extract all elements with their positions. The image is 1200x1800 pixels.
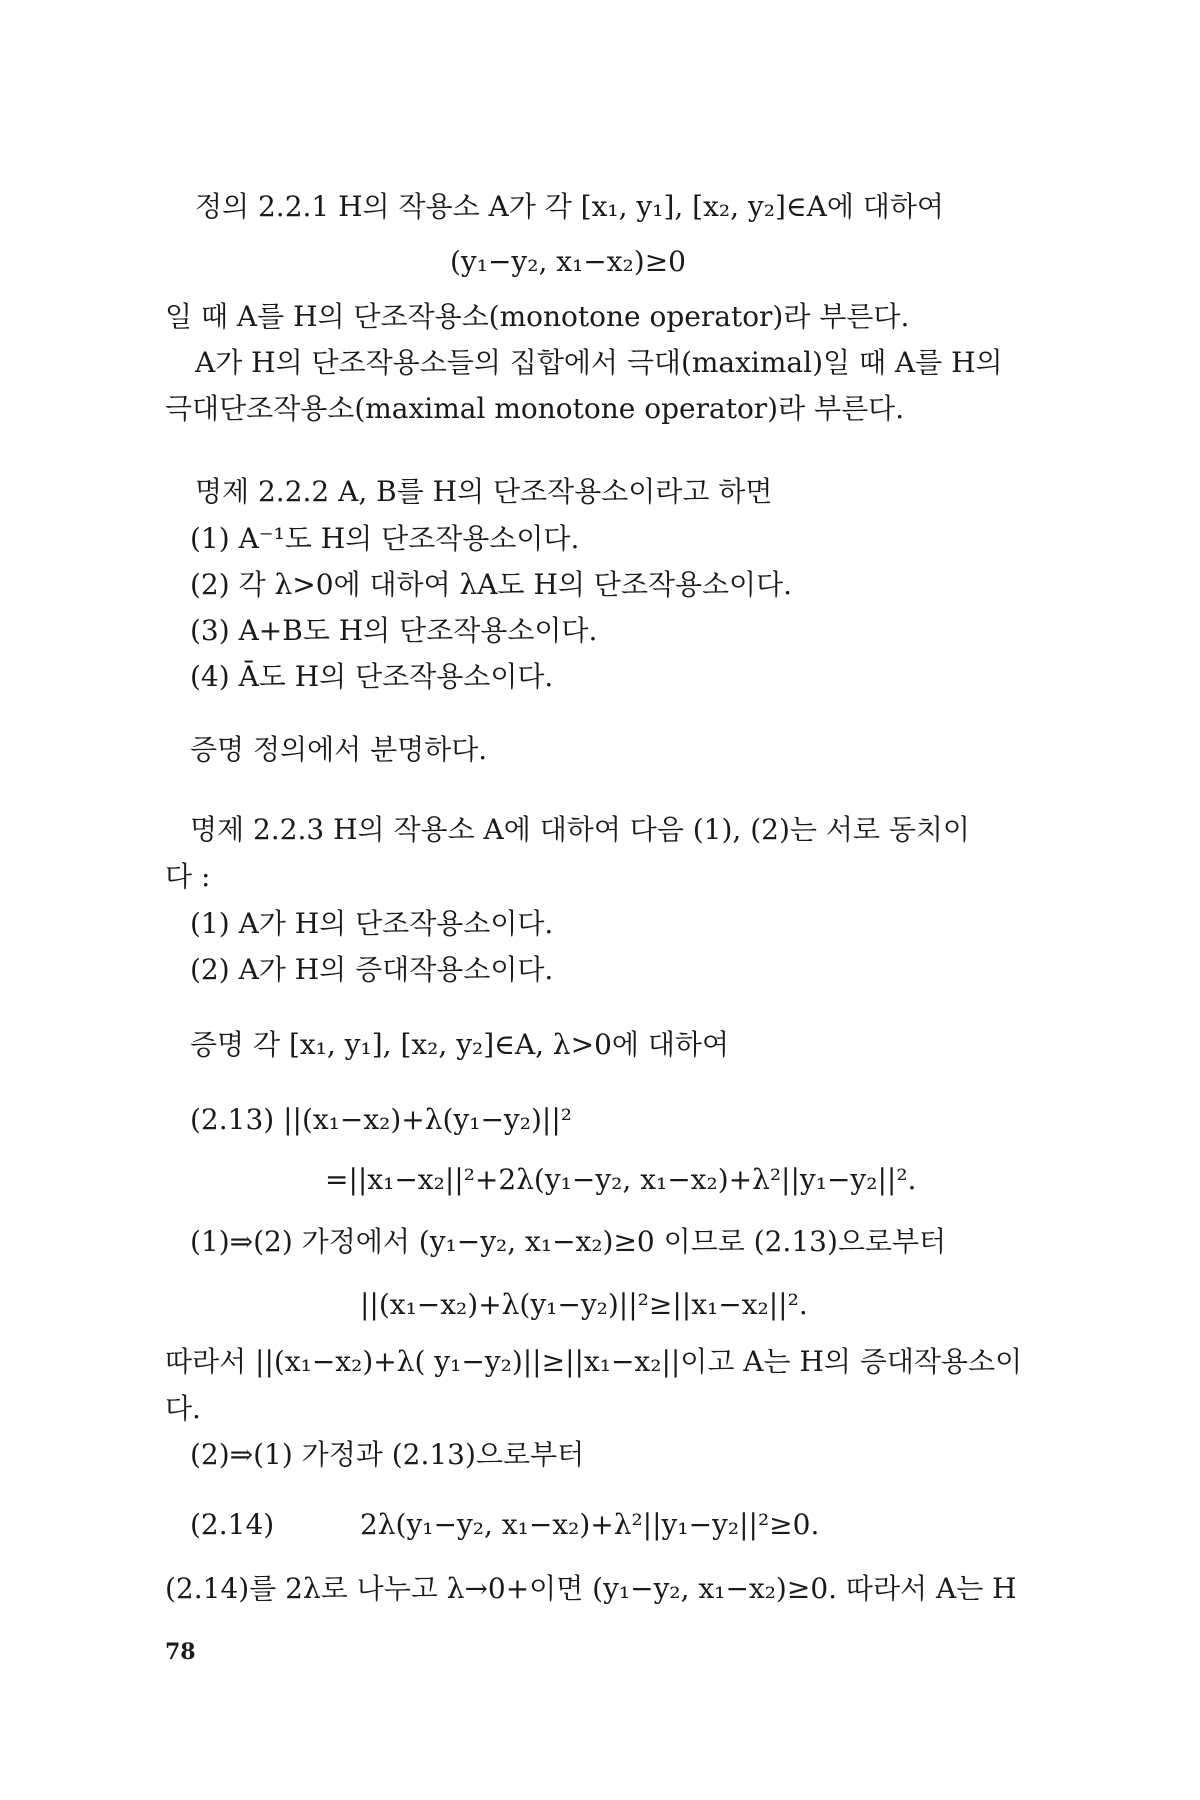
proof-conclusion-line1: 따라서 ||(x₁−x₂)+λ( y₁−y₂)||≥||x₁−x₂||이고 A는 H의 증대작용소이 — [165, 1345, 1023, 1378]
proposition-2-2-3-item2: (2) A가 H의 증대작용소이다. — [190, 953, 554, 986]
definition-formula: (y₁−y₂, x₁−x₂)≥0 — [450, 245, 686, 278]
proposition-2-2-2-heading: 명제 2.2.2 A, B를 H의 단조작용소이라고 하면 — [195, 475, 773, 508]
proof-conclusion-line2: 다. — [165, 1392, 201, 1425]
proposition-2-2-3-heading-line2: 다 : — [165, 860, 211, 893]
proof-step-2: (2)⇒(1) 가정과 (2.13)으로부터 — [190, 1438, 585, 1471]
definition-2-2-1-line1: 정의 2.2.1 H의 작용소 A가 각 [x₁, y₁], [x₂, y₂]∈A에 대하여 — [195, 190, 944, 223]
proof-step-1-equation: ||(x₁−x₂)+λ(y₁−y₂)||²≥||x₁−x₂||². — [360, 1288, 808, 1321]
proposition-2-2-2-item2: (2) 각 λ>0에 대하여 λA도 H의 단조작용소이다. — [190, 568, 793, 601]
proposition-2-2-2-item4: (4) Ā도 H의 단조작용소이다. — [190, 660, 554, 693]
proposition-2-2-2-proof: 증명 정의에서 분명하다. — [190, 733, 488, 766]
equation-2-13-line2: =||x₁−x₂||²+2λ(y₁−y₂, x₁−x₂)+λ²||y₁−y₂||². — [325, 1163, 917, 1196]
proof-final-line: (2.14)를 2λ로 나누고 λ→0+이면 (y₁−y₂, x₁−x₂)≥0. 따라서 A는 H — [165, 1572, 1017, 1605]
definition-2-2-1-line2: 일 때 A를 H의 단조작용소(monotone operator)라 부른다. — [165, 300, 910, 333]
proposition-2-2-2-item3: (3) A+B도 H의 단조작용소이다. — [190, 614, 598, 647]
page-number: 78 — [165, 1639, 196, 1665]
equation-2-14-label: (2.14) — [190, 1508, 275, 1541]
definition-2-2-1-line4: 극대단조작용소(maximal monotone operator)라 부른다. — [165, 392, 905, 425]
equation-2-14: 2λ(y₁−y₂, x₁−x₂)+λ²||y₁−y₂||²≥0. — [360, 1508, 820, 1541]
proposition-2-2-2-item1: (1) A⁻¹도 H의 단조작용소이다. — [190, 522, 580, 555]
equation-2-13-line1: (2.13) ||(x₁−x₂)+λ(y₁−y₂)||² — [190, 1103, 572, 1136]
proposition-2-2-3-item1: (1) A가 H의 단조작용소이다. — [190, 907, 554, 940]
proof-step-1: (1)⇒(2) 가정에서 (y₁−y₂, x₁−x₂)≥0 이므로 (2.13)으로부터 — [190, 1225, 947, 1258]
proof-intro: 증명 각 [x₁, y₁], [x₂, y₂]∈A, λ>0에 대하여 — [190, 1028, 730, 1061]
proposition-2-2-3-heading-line1: 명제 2.2.3 H의 작용소 A에 대하여 다음 (1), (2)는 서로 동치이 — [190, 813, 970, 846]
definition-2-2-1-line3: A가 H의 단조작용소들의 집합에서 극대(maximal)일 때 A를 H의 — [195, 346, 1003, 379]
